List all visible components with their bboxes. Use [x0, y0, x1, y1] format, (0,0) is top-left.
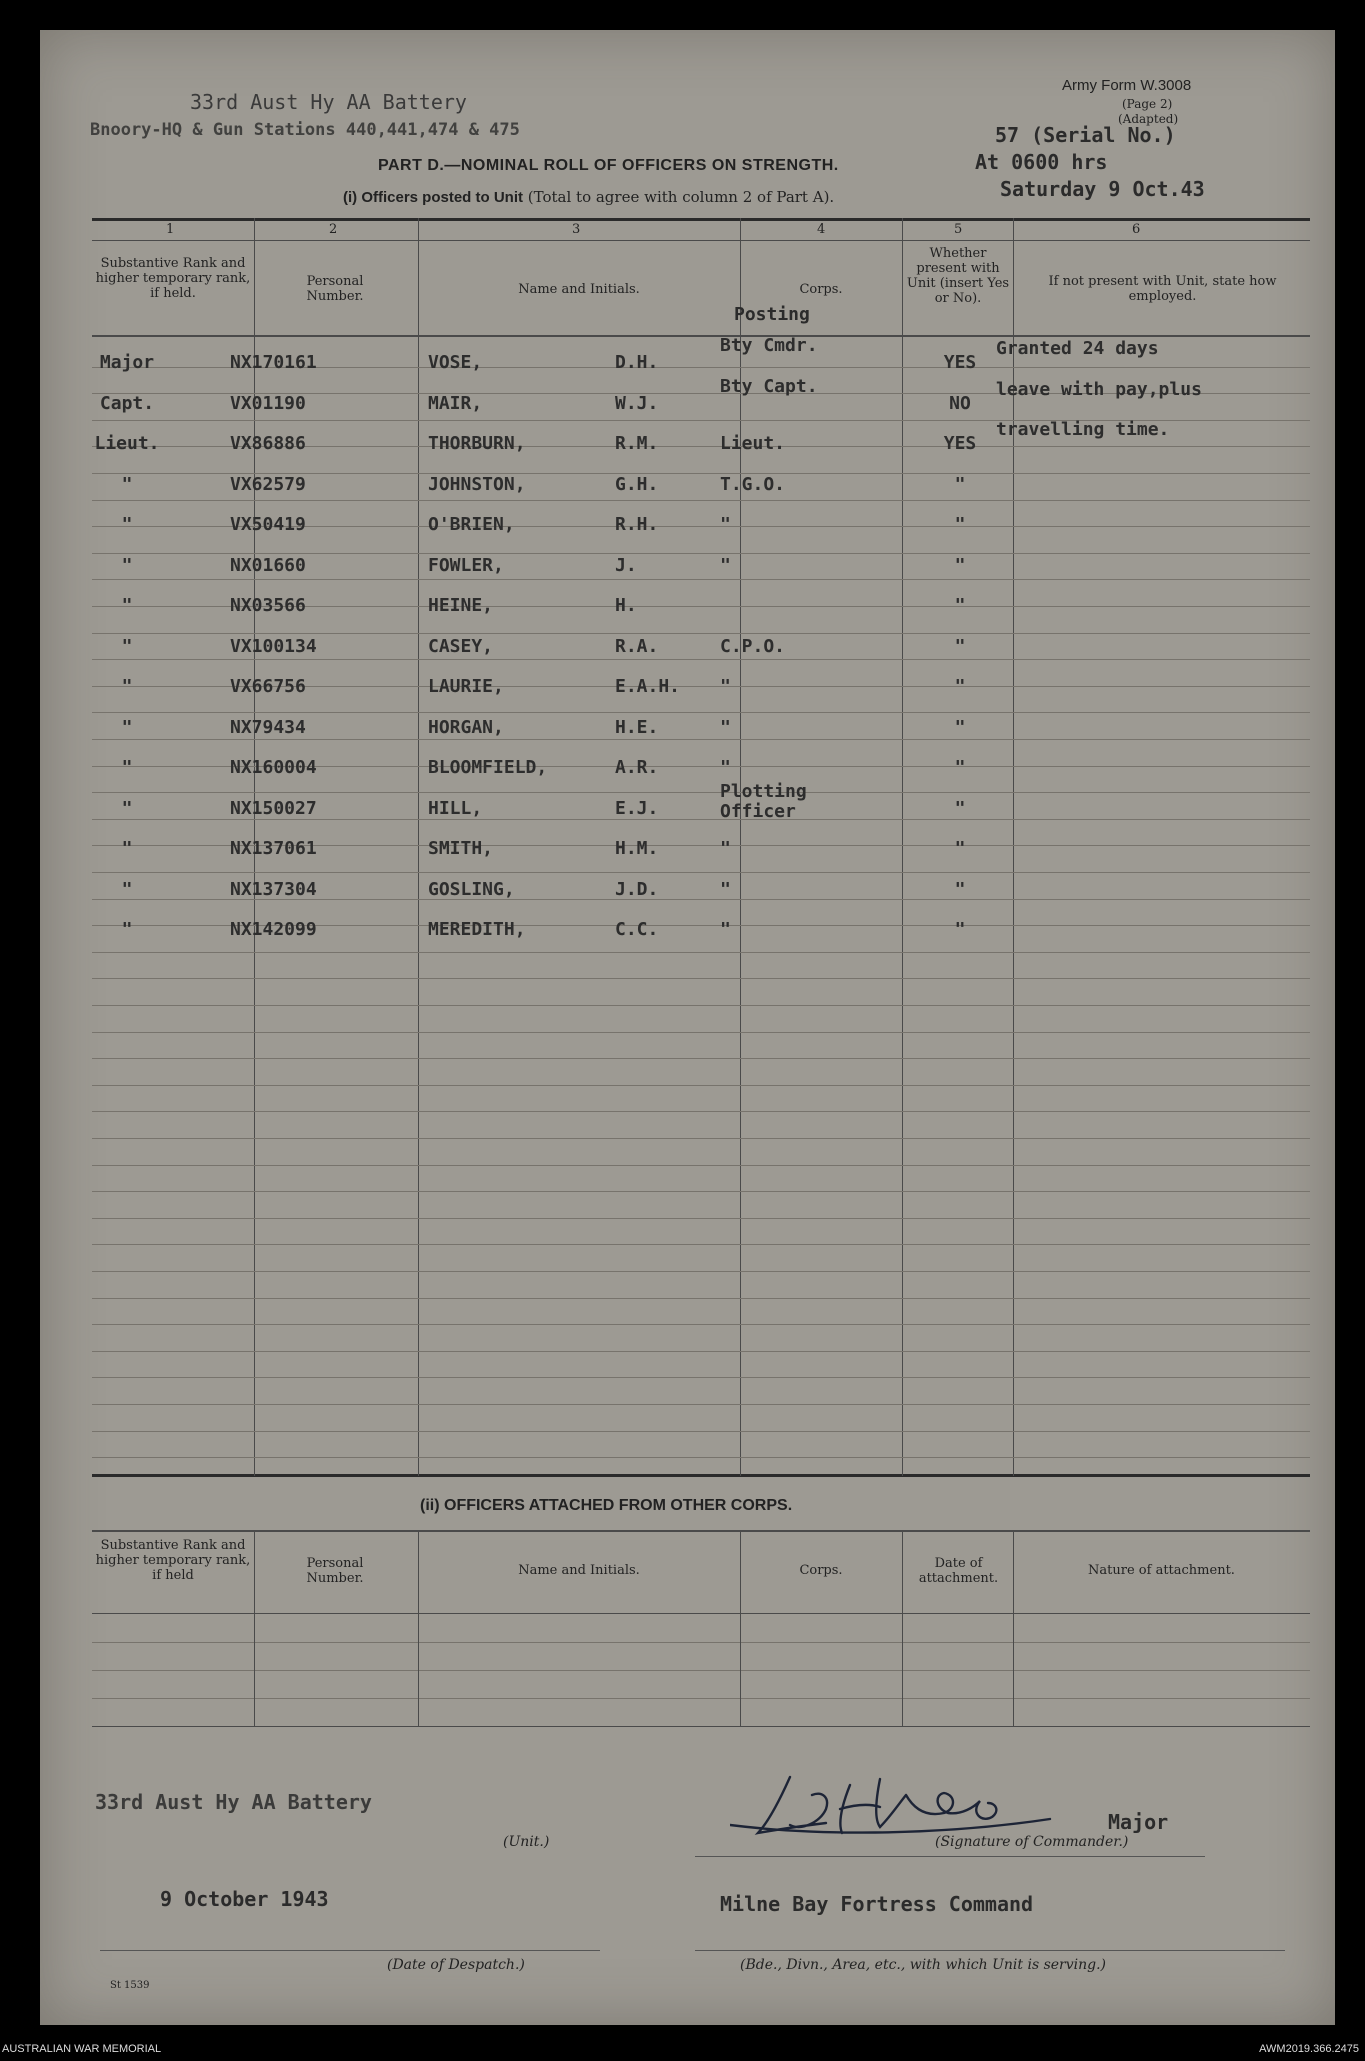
table-row: [40, 376, 1335, 423]
cell-present: ": [954, 879, 966, 900]
cell-name: HILL,: [428, 798, 483, 819]
table2-title: (ii) OFFICERS ATTACHED FROM OTHER CORPS.: [420, 1497, 793, 1514]
cell-corps: ": [720, 757, 731, 778]
cell-present: ": [954, 798, 966, 819]
table1-ruled-line: [92, 1351, 1310, 1352]
cell-rank: Lieut.: [94, 433, 160, 454]
cell-initials: J.: [615, 555, 637, 576]
cell-corps: Bty Capt.: [720, 376, 818, 397]
table-row: [40, 504, 1335, 544]
cell-number: NX170161: [230, 352, 317, 373]
cell-initials: E.J.: [615, 798, 659, 819]
cell-corps: ": [720, 919, 731, 940]
cell-number: NX01660: [230, 555, 306, 576]
signoff-signature-label: (Signature of Commander.): [935, 1834, 1129, 1850]
cell-number: VX66756: [230, 676, 306, 697]
table1-ruled-line: [92, 1457, 1310, 1458]
cell-rank: ": [121, 555, 133, 576]
cell-corps: C.P.O.: [720, 636, 786, 657]
army-form-number: Army Form W.3008: [1062, 77, 1192, 94]
cell-name: MEREDITH,: [428, 919, 526, 940]
cell-present: ": [954, 636, 966, 657]
table1-ruled-line: [92, 1111, 1310, 1112]
cell-rank: ": [121, 838, 133, 859]
table1-ruled-line: [92, 1244, 1310, 1245]
cell-initials: J.D.: [615, 879, 659, 900]
cell-rank: ": [121, 595, 133, 616]
cell-rank: ": [121, 474, 133, 495]
cell-corps: ": [720, 879, 731, 900]
table1-ruled-line: [92, 1032, 1310, 1033]
cell-name: HORGAN,: [428, 717, 504, 738]
table-row: [40, 626, 1335, 666]
table1-ruled-line: [92, 1058, 1310, 1059]
cell-name: LAURIE,: [428, 676, 504, 697]
cell-rank: ": [121, 757, 133, 778]
archive-footer: [0, 2037, 1365, 2061]
cell-initials: G.H.: [615, 474, 659, 495]
table-row: [40, 869, 1335, 909]
cell-initials: A.R.: [615, 757, 659, 778]
cell-number: NX137304: [230, 879, 317, 900]
signoff-command-value: Milne Bay Fortress Command: [720, 1892, 1034, 1916]
commander-signature: [730, 1765, 1130, 1845]
table-row: [40, 335, 1335, 382]
cell-number: VX62579: [230, 474, 306, 495]
t2-header-date: Date of attachment.: [918, 1556, 999, 1586]
cell-initials: R.M.: [615, 433, 659, 454]
col-num-5: 5: [954, 222, 963, 237]
cell-initials: D.H.: [615, 352, 659, 373]
signoff-unit-value: 33rd Aust Hy AA Battery: [95, 1790, 372, 1814]
cell-initials: H.M.: [615, 838, 659, 859]
cell-name: VOSE,: [428, 352, 483, 373]
part-d-title: PART D.—NOMINAL ROLL OF OFFICERS ON STRENGTH.: [378, 157, 839, 174]
cell-name: SMITH,: [428, 838, 494, 859]
signoff-date-label: (Date of Despatch.): [387, 1957, 525, 1973]
cell-number: VX01190: [230, 393, 306, 414]
t2-header-rank: Substantive Rank and higher temporary rank, if held: [95, 1538, 251, 1583]
table-row: [40, 464, 1335, 504]
unit-name-typed: 33rd Aust Hy AA Battery: [190, 90, 467, 114]
table-row: [40, 707, 1335, 747]
form-code: St 1539: [110, 1980, 150, 1991]
cell-present: ": [954, 555, 966, 576]
table1-ruled-line: [92, 1191, 1310, 1192]
cell-present: ": [954, 474, 966, 495]
cell-corps: ": [720, 676, 731, 697]
cell-name: FOWLER,: [428, 555, 504, 576]
cell-present: YES: [943, 352, 977, 373]
cell-corps: Plotting Officer: [720, 781, 807, 822]
col-num-6: 6: [1132, 222, 1141, 237]
cell-corps: ": [720, 555, 731, 576]
cell-present: ": [954, 717, 966, 738]
table-row: [40, 419, 1335, 463]
col-num-1: 1: [166, 222, 175, 237]
footer-right: AWM2019.366.2475: [1259, 2043, 1359, 2055]
col-num-2: 2: [329, 222, 338, 237]
table-row: [40, 747, 1335, 787]
serial-typed: 57 (Serial No.): [995, 123, 1176, 147]
cell-present: ": [954, 757, 966, 778]
signoff-unit-label: (Unit.): [503, 1834, 550, 1850]
cell-rank: ": [121, 919, 133, 940]
cell-name: THORBURN,: [428, 433, 526, 454]
cell-corps: Lieut.: [720, 433, 786, 454]
cell-name: CASEY,: [428, 636, 494, 657]
table1-ruled-line: [92, 978, 1310, 979]
table-row: [40, 909, 1335, 949]
table-row: [40, 828, 1335, 868]
table1-ruled-line: [92, 1377, 1310, 1378]
date-typed: Saturday 9 Oct.43: [1000, 177, 1205, 201]
table1-ruled-line: [92, 952, 1310, 953]
col-num-3: 3: [572, 222, 581, 237]
cell-employed: travelling time.: [996, 419, 1170, 440]
time-typed: At 0600 hrs: [975, 150, 1108, 174]
table-row: [40, 585, 1335, 625]
cell-number: VX100134: [230, 636, 317, 657]
cell-initials: R.A.: [615, 636, 659, 657]
cell-employed: leave with pay,plus: [996, 379, 1202, 400]
cell-rank: ": [121, 717, 133, 738]
cell-name: O'BRIEN,: [428, 514, 515, 535]
cell-number: NX03566: [230, 595, 306, 616]
cell-name: GOSLING,: [428, 879, 515, 900]
signoff-date-value: 9 October 1943: [160, 1887, 329, 1911]
cell-rank: ": [121, 798, 133, 819]
t2-header-name: Name and Initials.: [518, 1563, 640, 1578]
cell-rank: Major: [99, 352, 155, 373]
header-personal-number: Personal Number.: [306, 274, 364, 304]
cell-corps: ": [720, 838, 731, 859]
cell-rank: ": [121, 636, 133, 657]
cell-number: NX79434: [230, 717, 306, 738]
cell-corps: Bty Cmdr.: [720, 335, 818, 356]
cell-name: JOHNSTON,: [428, 474, 526, 495]
signoff-rank-value: Major: [1108, 1810, 1169, 1834]
header-name: Name and Initials.: [518, 282, 640, 297]
header-corps: Corps.: [799, 282, 843, 297]
t2-header-corps: Corps.: [799, 1563, 843, 1578]
corps-overtype-posting: Posting: [734, 304, 810, 325]
table1-ruled-line: [92, 1431, 1310, 1432]
table1-ruled-line: [92, 1218, 1310, 1219]
t2-header-nature: Nature of attachment.: [1088, 1563, 1235, 1578]
cell-number: NX150027: [230, 798, 317, 819]
table1-ruled-line: [92, 1005, 1310, 1006]
cell-present: ": [954, 919, 966, 940]
col-num-4: 4: [817, 222, 826, 237]
cell-employed: Granted 24 days: [996, 338, 1159, 359]
table1-ruled-line: [92, 1138, 1310, 1139]
cell-rank: Capt.: [99, 393, 155, 414]
cell-present: ": [954, 514, 966, 535]
cell-present: YES: [943, 433, 977, 454]
cell-corps: T.G.O.: [720, 474, 786, 495]
cell-name: BLOOMFIELD,: [428, 757, 548, 778]
form-sheet: [40, 30, 1335, 2025]
adapted-label: (Adapted): [1118, 112, 1179, 126]
cell-present: NO: [949, 393, 971, 414]
part-d-subtitle: (i) Officers posted to Unit (Total to agree with column 2 of Part A).: [343, 188, 835, 206]
cell-number: VX86886: [230, 433, 306, 454]
table1-ruled-line: [92, 1298, 1310, 1299]
header-rank: Substantive Rank and higher temporary rank, if held.: [95, 256, 251, 301]
cell-corps: ": [720, 717, 731, 738]
cell-name: HEINE,: [428, 595, 494, 616]
cell-initials: R.H.: [615, 514, 659, 535]
signoff-command-label: (Bde., Divn., Area, etc., with which Unit is serving.): [740, 1957, 1107, 1973]
cell-rank: ": [121, 676, 133, 697]
cell-corps: ": [720, 514, 731, 535]
t2-header-personal-number: Personal Number.: [306, 1556, 364, 1586]
table1-ruled-line: [92, 1324, 1310, 1325]
table1-ruled-line: [92, 1271, 1310, 1272]
table-row: [40, 666, 1335, 706]
cell-rank: ": [121, 514, 133, 535]
cell-present: ": [954, 595, 966, 616]
cell-initials: C.C.: [615, 919, 659, 940]
cell-number: NX160004: [230, 757, 317, 778]
table1-ruled-line: [92, 1404, 1310, 1405]
cell-present: ": [954, 838, 966, 859]
cell-initials: H.: [615, 595, 637, 616]
header-employment: If not present with Unit, state how employed.: [1048, 274, 1277, 304]
cell-initials: E.A.H.: [615, 676, 681, 697]
stations-typed: Bnoory-HQ & Gun Stations 440,441,474 & 475: [90, 120, 520, 140]
cell-initials: W.J.: [615, 393, 659, 414]
table-row: [40, 545, 1335, 585]
page-indicator: (Page 2): [1122, 97, 1173, 111]
cell-rank: ": [121, 879, 133, 900]
cell-name: MAIR,: [428, 393, 483, 414]
header-present: Whether present with Unit (insert Yes or No).: [906, 246, 1010, 306]
cell-number: VX50419: [230, 514, 306, 535]
cell-present: ": [954, 676, 966, 697]
table-row: [40, 781, 1335, 828]
table1-ruled-line: [92, 1165, 1310, 1166]
cell-number: NX142099: [230, 919, 317, 940]
footer-left: AUSTRALIAN WAR MEMORIAL: [2, 2043, 162, 2055]
cell-number: NX137061: [230, 838, 317, 859]
table1-ruled-line: [92, 1085, 1310, 1086]
cell-initials: H.E.: [615, 717, 659, 738]
